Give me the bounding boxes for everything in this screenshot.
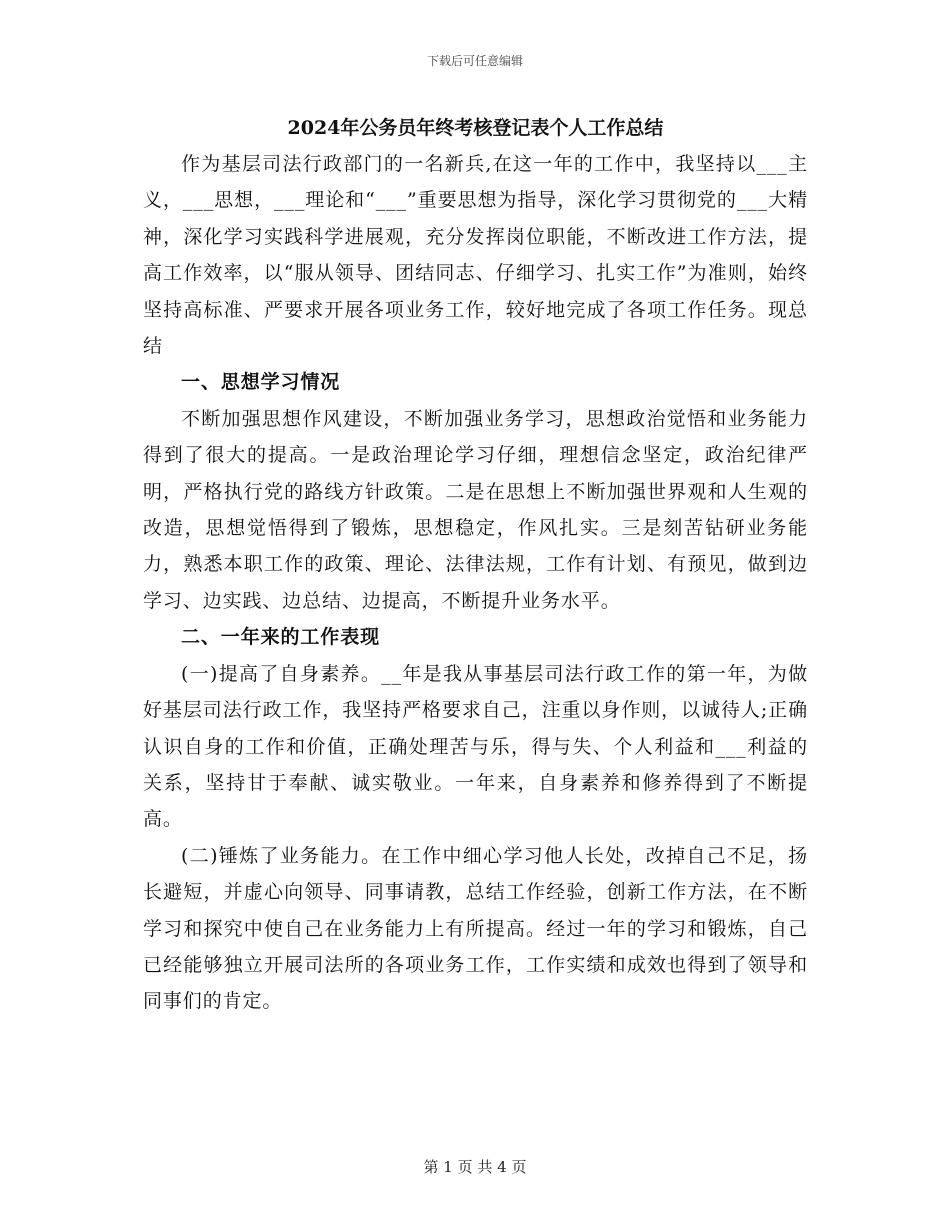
work-performance-item-2: (二)锤炼了业务能力。在工作中细心学习他人长处，改掉自己不足，扬长避短，并虚心向领导、同事请教，总结工作经验，创新工作方法，在不断学习和探究中使自己在业务能力上有所提高。经过一年的学习和锻炼，自己已经能够独立开展司法所的各项业务工作，工作实绩和成效也得到了领导和同事们的肯定。 — [143, 844, 808, 1013]
document-title: 2024年公务员年终考核登记表个人工作总结 — [287, 117, 664, 139]
section-heading-thought-study: 一、思想学习情况 — [181, 371, 341, 394]
work-performance-item-1: (一)提高了自身素养。__年是我从事基层司法行政工作的第一年，为做好基层司法行政工作，我坚持严格要求自己，注重以身作则，以诚待人;正确认识自身的工作和价值，正确处理苦与乐，得与失、个人利益和___利益的关系，坚持甘于奉献、诚实敬业。一年来，自身素养和修养得到了不断提高。 — [143, 662, 808, 831]
thought-study-paragraph: 不断加强思想作风建设，不断加强业务学习，思想政治觉悟和业务能力得到了很大的提高。一是政治理论学习仔细，理想信念坚定，政治纪律严明，严格执行党的路线方针政策。二是在思想上不断加强世界观和人生观的改造，思想觉悟得到了锻炼，思想稳定，作风扎实。三是刻苦钻研业务能力，熟悉本职工作的政策、理论、法律法规，工作有计划、有预见，做到边学习、边实践、边总结、边提高，不断提升业务水平。 — [143, 407, 808, 612]
page-number-footer: 第 1 页 共 4 页 — [423, 1158, 527, 1176]
document-body — [143, 110, 808, 1020]
intro-paragraph: 作为基层司法行政部门的一名新兵,在这一年的工作中，我坚持以___主义，___思想，___理论和“___”重要思想为指导，深化学习贯彻党的___大精神，深化学习实践科学进展观，充分发挥岗位职能，不断改进工作方法，提高工作效率，以“服从领导、团结同志、仔细学习、扎实工作”为准则，始终坚持高标准、严要求开展各项业务工作，较好地完成了各项工作任务。现总结 — [143, 153, 808, 358]
section-heading-work-performance: 二、一年来的工作表现 — [181, 626, 381, 649]
header-note: 下载后可任意编辑 — [426, 54, 523, 68]
